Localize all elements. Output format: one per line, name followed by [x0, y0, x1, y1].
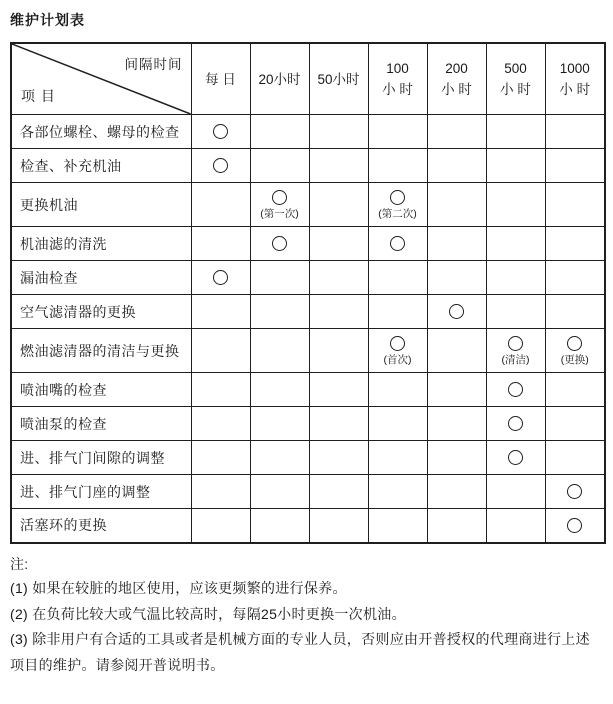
mark-cell	[427, 149, 486, 183]
mark-cell	[191, 329, 250, 373]
table-row	[11, 183, 605, 227]
interval-column-header-line: 50小时	[317, 71, 360, 87]
interval-column-header-line: 500	[504, 61, 527, 76]
interval-column-header-line: 20小时	[258, 71, 301, 87]
mark-cell	[191, 509, 250, 543]
interval-column-header	[486, 43, 545, 115]
mark-cell	[545, 183, 605, 227]
row-item-label: 喷油嘴的检查	[11, 373, 191, 407]
mark-cell	[427, 295, 486, 329]
circle-mark-icon	[508, 382, 523, 397]
mark-cell	[309, 227, 368, 261]
mark-cell	[309, 509, 368, 543]
row-item-label: 进、排气门间隙的调整	[11, 441, 191, 475]
interval-column-header	[191, 43, 250, 115]
circle-mark-icon	[390, 236, 405, 251]
mark-cell	[545, 373, 605, 407]
row-item-label: 喷油泵的检查	[11, 407, 191, 441]
circle-mark-icon	[213, 270, 228, 285]
mark-note: (清洁)	[501, 354, 530, 366]
mark-cell	[250, 407, 309, 441]
mark-cell	[427, 329, 486, 373]
mark-cell	[486, 475, 545, 509]
mark-cell	[545, 441, 605, 475]
mark-cell	[427, 227, 486, 261]
table-body	[11, 115, 605, 543]
mark-cell	[427, 183, 486, 227]
mark-cell	[309, 261, 368, 295]
mark-cell	[545, 407, 605, 441]
mark-cell	[250, 329, 309, 373]
interval-column-header-line: 1000	[559, 61, 590, 76]
mark-cell	[486, 261, 545, 295]
mark-cell	[309, 475, 368, 509]
mark-cell	[309, 115, 368, 149]
table-row	[11, 373, 605, 407]
mark-cell	[250, 261, 309, 295]
table-row	[11, 227, 605, 261]
table-row	[11, 407, 605, 441]
mark-cell	[250, 441, 309, 475]
mark-cell	[545, 227, 605, 261]
mark-cell	[368, 475, 427, 509]
mark-cell	[191, 407, 250, 441]
mark-cell	[250, 183, 309, 227]
interval-column-header-line: 100	[386, 61, 409, 76]
circle-mark-icon	[567, 518, 582, 533]
table-row	[11, 329, 605, 373]
mark-cell	[545, 149, 605, 183]
circle-mark-icon	[449, 304, 464, 319]
mark-cell	[368, 329, 427, 373]
interval-column-header-line: 小 时	[382, 82, 413, 97]
circle-mark-icon	[272, 236, 287, 251]
row-item-label: 空气滤清器的更换	[11, 295, 191, 329]
mark-cell	[368, 115, 427, 149]
mark-cell	[427, 261, 486, 295]
interval-column-header	[250, 43, 309, 115]
note-item-3: (3) 除非用户有合适的工具或者是机械方面的专业人员，否则应由开普授权的代理商进行上述项目的维护。请参阅开普说明书。	[10, 631, 590, 673]
circle-mark-icon	[567, 484, 582, 499]
mark-note: (第一次)	[260, 208, 299, 220]
circle-mark-icon	[213, 158, 228, 173]
table-row	[11, 261, 605, 295]
mark-cell	[309, 183, 368, 227]
mark-cell	[250, 115, 309, 149]
mark-cell	[368, 295, 427, 329]
interval-column-header	[309, 43, 368, 115]
corner-interval-label: 间隔时间	[124, 57, 183, 72]
interval-column-header-line: 200	[445, 61, 468, 76]
notes-heading: 注:	[10, 556, 29, 572]
interval-column-header	[545, 43, 605, 115]
mark-cell	[191, 475, 250, 509]
mark-cell	[368, 227, 427, 261]
interval-column-header-line: 小 时	[559, 82, 591, 97]
mark-cell	[250, 295, 309, 329]
mark-note: (第二次)	[378, 208, 417, 220]
row-item-label: 各部位螺栓、螺母的检查	[11, 115, 191, 149]
table-row	[11, 475, 605, 509]
table-row	[11, 509, 605, 543]
row-item-label: 燃油滤清器的清洁与更换	[11, 329, 191, 373]
corner-item-label: 项 目	[21, 88, 56, 104]
mark-cell	[545, 295, 605, 329]
note-item-1: (1) 如果在较脏的地区使用，应该更频繁的进行保养。	[10, 580, 347, 596]
mark-cell	[309, 441, 368, 475]
circle-mark-icon	[272, 190, 287, 205]
interval-column-header	[368, 43, 427, 115]
circle-mark-icon	[567, 336, 582, 351]
mark-cell	[368, 261, 427, 295]
circle-mark-icon	[508, 336, 523, 351]
mark-cell	[545, 475, 605, 509]
mark-cell	[309, 407, 368, 441]
mark-cell	[191, 441, 250, 475]
mark-cell	[309, 329, 368, 373]
mark-cell	[191, 295, 250, 329]
interval-column-header-line: 每 日	[205, 71, 236, 87]
note-item-2: (2) 在负荷比较大或气温比较高时，每隔25小时更换一次机油。	[10, 605, 406, 622]
mark-cell	[368, 149, 427, 183]
mark-cell	[486, 329, 545, 373]
mark-cell	[191, 261, 250, 295]
circle-mark-icon	[508, 450, 523, 465]
mark-cell	[250, 149, 309, 183]
mark-cell	[368, 441, 427, 475]
mark-cell	[309, 149, 368, 183]
table-row	[11, 441, 605, 475]
mark-cell	[486, 149, 545, 183]
table-row	[11, 115, 605, 149]
mark-cell	[250, 509, 309, 543]
interval-column-header	[427, 43, 486, 115]
circle-mark-icon	[213, 124, 228, 139]
mark-cell	[486, 509, 545, 543]
mark-cell	[191, 183, 250, 227]
header-row	[11, 43, 605, 115]
row-item-label: 更换机油	[11, 183, 191, 227]
mark-note: (更换)	[560, 354, 589, 366]
mark-cell	[545, 115, 605, 149]
mark-cell	[191, 115, 250, 149]
mark-cell	[427, 509, 486, 543]
mark-cell	[309, 295, 368, 329]
row-item-label: 机油滤的清洗	[11, 227, 191, 261]
corner-cell	[11, 43, 191, 115]
circle-mark-icon	[390, 190, 405, 205]
mark-cell	[368, 407, 427, 441]
mark-cell	[427, 441, 486, 475]
mark-cell	[486, 441, 545, 475]
row-item-label: 检查、补充机油	[11, 149, 191, 183]
mark-cell	[427, 373, 486, 407]
interval-column-header-line: 小 时	[500, 82, 531, 97]
mark-cell	[368, 509, 427, 543]
mark-cell	[486, 115, 545, 149]
mark-cell	[368, 373, 427, 407]
page-title: 维护计划表	[10, 12, 85, 28]
mark-cell	[486, 295, 545, 329]
mark-cell	[427, 475, 486, 509]
mark-cell	[191, 373, 250, 407]
circle-mark-icon	[508, 416, 523, 431]
mark-cell	[427, 115, 486, 149]
mark-cell	[250, 475, 309, 509]
row-item-label: 活塞环的更换	[11, 509, 191, 543]
mark-cell	[427, 407, 486, 441]
mark-cell	[191, 227, 250, 261]
table-row	[11, 149, 605, 183]
mark-cell	[191, 149, 250, 183]
mark-cell	[545, 509, 605, 543]
mark-cell	[486, 227, 545, 261]
mark-cell	[309, 373, 368, 407]
mark-cell	[545, 261, 605, 295]
row-item-label: 进、排气门座的调整	[11, 475, 191, 509]
mark-cell	[545, 329, 605, 373]
table-row	[11, 295, 605, 329]
mark-cell	[250, 227, 309, 261]
mark-cell	[486, 373, 545, 407]
notes-section	[10, 552, 602, 678]
mark-cell	[368, 183, 427, 227]
mark-cell	[486, 407, 545, 441]
circle-mark-icon	[390, 336, 405, 351]
maintenance-schedule-table	[10, 42, 606, 544]
mark-note: (首次)	[383, 354, 412, 366]
mark-cell	[486, 183, 545, 227]
row-item-label: 漏油检查	[11, 261, 191, 295]
interval-column-header-line: 小 时	[441, 82, 472, 97]
mark-cell	[250, 373, 309, 407]
